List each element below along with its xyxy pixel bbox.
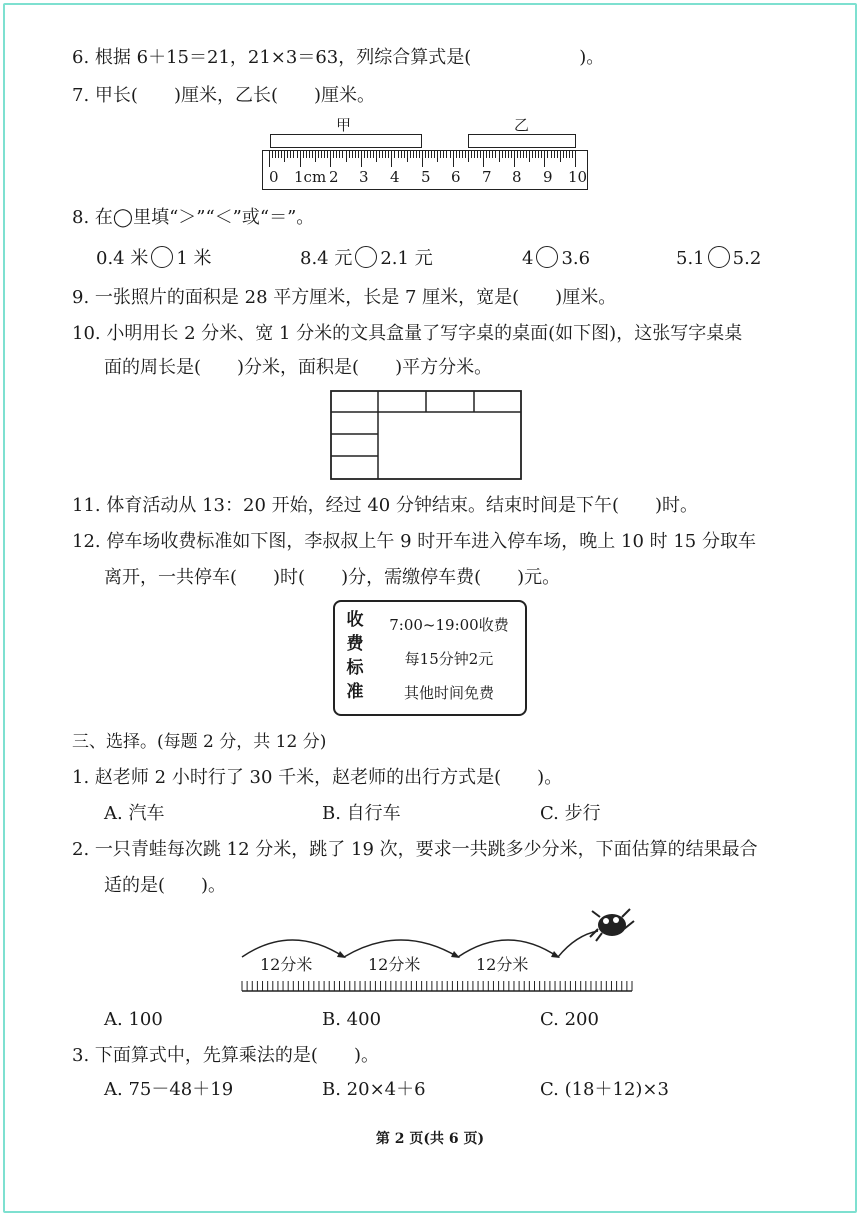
ruler-tick bbox=[355, 151, 356, 158]
compare-item-1 bbox=[96, 246, 212, 271]
ruler-tick bbox=[529, 151, 530, 162]
ruler-tick bbox=[468, 151, 469, 162]
ruler-tick bbox=[312, 151, 313, 158]
ruler-tick bbox=[290, 151, 291, 158]
ruler-label-6: 6 bbox=[451, 168, 461, 186]
ruler-tick bbox=[462, 151, 463, 158]
sign-line-free: 其他时间免费 bbox=[403, 684, 494, 702]
ruler-tick bbox=[309, 151, 310, 158]
choice-question-2-line2 bbox=[104, 874, 226, 898]
question-number: 11. bbox=[72, 495, 101, 516]
question-number: 10. bbox=[72, 323, 101, 344]
ruler-label-4: 4 bbox=[390, 168, 400, 186]
ruler-tick bbox=[483, 151, 484, 167]
ruler-tick bbox=[370, 151, 371, 158]
ruler-tick bbox=[563, 151, 564, 158]
compare-left: 4 bbox=[522, 248, 534, 269]
question-text: 一张照片的面积是 28 平方厘米，长是 7 厘米，宽是( )厘米。 bbox=[94, 287, 617, 308]
option-b[interactable]: B. 自行车 bbox=[322, 803, 401, 824]
ruler-tick bbox=[336, 151, 337, 158]
ruler-tick bbox=[293, 151, 294, 158]
ruler-tick bbox=[318, 151, 319, 158]
ruler-tick bbox=[575, 151, 576, 167]
ruler-tick bbox=[333, 151, 334, 158]
arrow-head bbox=[451, 951, 460, 958]
compare-item-4 bbox=[676, 246, 761, 271]
question-text: 一只青蛙每次跳 12 分米，跳了 19 次，要求一共跳多少分米，下面估算的结果最合 bbox=[94, 839, 758, 860]
ruler-tick bbox=[425, 151, 426, 158]
option-a[interactable]: A. 100 bbox=[104, 1009, 163, 1030]
ruler-tick bbox=[502, 151, 503, 158]
option-a[interactable]: A. 75－48＋19 bbox=[104, 1079, 234, 1100]
ruler-tick bbox=[394, 151, 395, 158]
ruler-tick bbox=[431, 151, 432, 158]
ruler-tick bbox=[547, 151, 548, 158]
ruler-tick bbox=[300, 151, 301, 167]
ruler-tick bbox=[419, 151, 420, 158]
question-text: 离开，一共停车( )时( )分，需缴停车费( )元。 bbox=[104, 567, 561, 588]
choice-question-2 bbox=[72, 838, 758, 862]
sign-title-char: 准 bbox=[346, 682, 364, 702]
option-b[interactable]: B. 400 bbox=[322, 1009, 382, 1030]
ruler-label-0: 0 bbox=[269, 168, 279, 186]
question-text: 甲长( )厘米，乙长( )厘米。 bbox=[94, 85, 376, 106]
question-text: 小明用长 2 分米、宽 1 分米的文具盒量了写字桌的桌面(如下图)，这张写字桌桌 bbox=[106, 323, 743, 344]
compare-left: 8.4 元 bbox=[300, 248, 353, 269]
ruler-tick bbox=[303, 151, 304, 158]
question-6 bbox=[72, 46, 604, 70]
ruler-label-3: 3 bbox=[359, 168, 369, 186]
question-8 bbox=[72, 206, 314, 230]
question-number: 7. bbox=[72, 85, 90, 106]
option-a[interactable]: A. 汽车 bbox=[104, 803, 165, 824]
option-c[interactable]: C. (18＋12)×3 bbox=[540, 1079, 669, 1100]
question-text: 在◯里填“＞”“＜”或“＝”。 bbox=[94, 207, 315, 228]
compare-right: 2.1 元 bbox=[380, 248, 433, 269]
ruler-tick bbox=[517, 151, 518, 158]
ruler-tick bbox=[450, 151, 451, 158]
desk-figure bbox=[330, 390, 522, 480]
ruler-tick bbox=[532, 151, 533, 158]
ruler-tick bbox=[499, 151, 500, 162]
ruler-tick bbox=[272, 151, 273, 158]
compare-left: 0.4 米 bbox=[96, 248, 149, 269]
ruler-tick bbox=[382, 151, 383, 158]
ruler-tick bbox=[278, 151, 279, 158]
compare-circle[interactable] bbox=[355, 246, 377, 268]
ruler-tick bbox=[410, 151, 411, 158]
question-9 bbox=[72, 286, 616, 310]
ruler-tick bbox=[554, 151, 555, 158]
ruler-label-2: 2 bbox=[329, 168, 339, 186]
compare-circle[interactable] bbox=[536, 246, 558, 268]
ruler-tick bbox=[453, 151, 454, 167]
ruler-tick bbox=[327, 151, 328, 158]
question-12-line2 bbox=[104, 566, 560, 590]
question-number: 1. bbox=[72, 767, 90, 788]
ruler-label-7: 7 bbox=[482, 168, 492, 186]
ruler-tick bbox=[492, 151, 493, 158]
choice-question-1 bbox=[72, 766, 562, 790]
ruler-tick bbox=[407, 151, 408, 162]
compare-right: 1 米 bbox=[176, 248, 212, 269]
ruler-tick bbox=[459, 151, 460, 158]
ruler-tick bbox=[538, 151, 539, 158]
ruler-tick bbox=[440, 151, 441, 158]
ruler-tick bbox=[495, 151, 496, 158]
ruler-tick bbox=[526, 151, 527, 158]
ruler-tick bbox=[342, 151, 343, 158]
section-3-title: 三、选择。(每题 2 分，共 12 分) bbox=[72, 732, 327, 752]
ruler-tick bbox=[569, 151, 570, 158]
ruler-tick bbox=[346, 151, 347, 162]
ruler-tick bbox=[367, 151, 368, 158]
ruler-tick bbox=[486, 151, 487, 158]
ruler-tick bbox=[321, 151, 322, 158]
ruler-label-8: 8 bbox=[512, 168, 522, 186]
question-text: 适的是( )。 bbox=[104, 875, 227, 896]
page-footer: 第 2 页(共 6 页) bbox=[375, 1131, 485, 1147]
ruler-tick bbox=[572, 151, 573, 158]
ruler-tick bbox=[477, 151, 478, 158]
compare-item-2 bbox=[300, 246, 433, 271]
ruler-tick bbox=[566, 151, 567, 158]
ruler-tick bbox=[480, 151, 481, 158]
ruler-tick bbox=[560, 151, 561, 162]
ruler-tick bbox=[416, 151, 417, 158]
sign-title-char: 收 bbox=[346, 610, 364, 630]
ruler-tick bbox=[471, 151, 472, 158]
option-c[interactable]: C. 200 bbox=[540, 1009, 599, 1030]
bar-yi bbox=[468, 134, 576, 148]
question-number: 6. bbox=[72, 47, 90, 68]
jump-label-1: 12分米 bbox=[260, 955, 313, 974]
sign-title-char: 标 bbox=[346, 658, 364, 678]
ruler-label-10: 10 bbox=[568, 168, 588, 186]
ruler-label-9: 9 bbox=[543, 168, 553, 186]
ruler-tick bbox=[315, 151, 316, 162]
ruler-tick bbox=[489, 151, 490, 158]
ruler-tick bbox=[339, 151, 340, 158]
question-text: 停车场收费标准如下图，李叔叔上午 9 时开车进入停车场，晚上 10 时 15 分取车 bbox=[106, 531, 756, 552]
ruler-tick bbox=[376, 151, 377, 162]
jump-label-3: 12分米 bbox=[476, 955, 529, 974]
ruler-tick bbox=[401, 151, 402, 158]
ruler-tick bbox=[349, 151, 350, 158]
compare-right: 5.2 bbox=[732, 248, 762, 269]
ruler-tick bbox=[388, 151, 389, 158]
ruler-tick bbox=[514, 151, 515, 167]
ruler-tick bbox=[352, 151, 353, 158]
ruler-tick bbox=[373, 151, 374, 158]
ruler-tick bbox=[324, 151, 325, 158]
ruler-tick bbox=[505, 151, 506, 158]
ruler-tick bbox=[358, 151, 359, 158]
ruler-tick bbox=[511, 151, 512, 158]
sign-line-rate: 每15分钟2元 bbox=[404, 650, 494, 668]
ruler-tick bbox=[551, 151, 552, 158]
ruler-tick bbox=[544, 151, 545, 167]
sign-title bbox=[343, 608, 367, 704]
ruler-tick bbox=[284, 151, 285, 162]
arrow-head bbox=[551, 951, 560, 958]
question-text: 下面算式中，先算乘法的是( )。 bbox=[94, 1045, 379, 1066]
ruler-tick bbox=[422, 151, 423, 167]
ruler-tick bbox=[281, 151, 282, 158]
ruler-tick bbox=[523, 151, 524, 158]
ruler-tick bbox=[413, 151, 414, 158]
ruler-tick bbox=[364, 151, 365, 158]
ruler-tick bbox=[297, 151, 298, 158]
ruler-tick bbox=[434, 151, 435, 158]
question-number: 9. bbox=[72, 287, 90, 308]
question-11 bbox=[72, 494, 698, 518]
ruler-tick bbox=[557, 151, 558, 158]
ruler-tick bbox=[379, 151, 380, 158]
frog-icon bbox=[590, 909, 634, 941]
ruler-tick bbox=[269, 151, 270, 167]
ruler-tick bbox=[456, 151, 457, 158]
compare-circle[interactable] bbox=[708, 246, 730, 268]
option-c[interactable]: C. 步行 bbox=[540, 803, 601, 824]
question-number: 12. bbox=[72, 531, 101, 552]
compare-circle[interactable] bbox=[151, 246, 173, 268]
ruler-tick bbox=[535, 151, 536, 158]
question-text: 面的周长是( )分米，面积是( )平方分米。 bbox=[104, 357, 493, 378]
ruler-tick bbox=[330, 151, 331, 167]
question-text: 赵老师 2 小时行了 30 千米，赵老师的出行方式是( )。 bbox=[94, 767, 563, 788]
option-b[interactable]: B. 20×4＋6 bbox=[322, 1079, 426, 1100]
number-line-ticks bbox=[242, 981, 632, 991]
ruler-tick bbox=[275, 151, 276, 158]
sign-line-hours: 7:00~19:00收费 bbox=[389, 616, 509, 634]
ruler-tick bbox=[541, 151, 542, 158]
ruler-tick bbox=[437, 151, 438, 162]
question-10-line2 bbox=[104, 356, 492, 380]
sign-title-char: 费 bbox=[346, 634, 364, 654]
bar-jia-label: 甲 bbox=[336, 116, 352, 134]
ruler-tick bbox=[446, 151, 447, 158]
question-10 bbox=[72, 322, 742, 346]
ruler-unit-label: 1cm bbox=[294, 168, 327, 186]
bar-yi-label: 乙 bbox=[514, 116, 530, 134]
question-12 bbox=[72, 530, 756, 554]
ruler-tick bbox=[306, 151, 307, 158]
ruler-figure bbox=[262, 112, 592, 192]
parking-fee-sign bbox=[333, 600, 527, 716]
ruler-tick bbox=[508, 151, 509, 158]
compare-right: 3.6 bbox=[561, 248, 591, 269]
question-7 bbox=[72, 84, 375, 108]
ruler-tick bbox=[520, 151, 521, 158]
ruler-tick bbox=[404, 151, 405, 158]
ruler-tick bbox=[385, 151, 386, 158]
ruler-tick bbox=[443, 151, 444, 158]
jump-label-2: 12分米 bbox=[368, 955, 421, 974]
ruler-labels bbox=[262, 168, 592, 188]
question-number: 8. bbox=[72, 207, 90, 228]
ruler-tick bbox=[287, 151, 288, 158]
ruler-tick bbox=[428, 151, 429, 158]
ruler-tick bbox=[391, 151, 392, 167]
choice-question-3 bbox=[72, 1044, 379, 1068]
ruler-label-5: 5 bbox=[421, 168, 431, 186]
ruler-tick bbox=[361, 151, 362, 167]
bar-jia bbox=[270, 134, 422, 148]
compare-item-3 bbox=[522, 246, 590, 271]
question-text: 体育活动从 13：20 开始，经过 40 分钟结束。结束时间是下午( )时。 bbox=[106, 495, 699, 516]
question-number: 3. bbox=[72, 1045, 90, 1066]
ruler-tick bbox=[474, 151, 475, 158]
ruler-tick bbox=[398, 151, 399, 158]
question-number: 2. bbox=[72, 839, 90, 860]
compare-left: 5.1 bbox=[676, 248, 705, 269]
question-text: 根据 6＋15＝21，21×3＝63，列综合算式是( )。 bbox=[94, 47, 605, 68]
ruler-tick bbox=[465, 151, 466, 158]
arrow-head bbox=[337, 951, 346, 958]
